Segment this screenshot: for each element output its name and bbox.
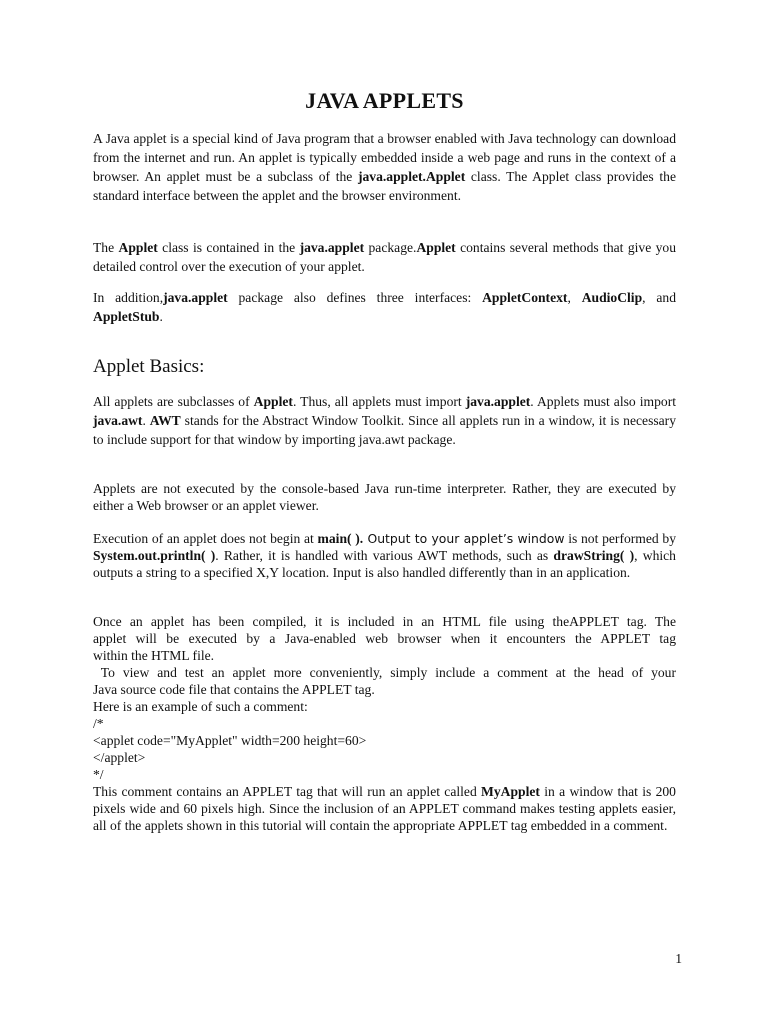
bold-term: AudioClip	[581, 290, 643, 305]
text-run: class is contained in the	[157, 240, 300, 255]
bold-term: java.applet	[299, 240, 365, 255]
code-line: */	[93, 767, 104, 782]
code-line: </applet>	[93, 750, 146, 765]
page-number: 1	[675, 951, 682, 966]
text-run: contains several methods that give you detailed control over the execution of your applet.	[93, 240, 676, 274]
text-run: In addition,	[93, 290, 164, 305]
text-run: .	[159, 309, 163, 324]
text-run: , and	[642, 290, 676, 305]
bold-term: AWT	[149, 413, 181, 428]
text-run: , which outputs a string to a specified X,Y location. Input is also handled differently than in an application.	[93, 548, 676, 580]
text-run: . Applets must also import	[530, 394, 676, 409]
code-line: /*	[93, 716, 104, 731]
bold-term: AppletStub	[93, 309, 160, 324]
intro-paragraph-3	[93, 288, 676, 326]
text-run: The	[93, 240, 119, 255]
document-page	[93, 0, 676, 1024]
text-line: Once an applet has been compiled, it is included in an HTML file using theAPPLET tag. The	[93, 614, 676, 629]
sans-text-run: Output to your applet’s window	[363, 531, 565, 546]
bold-term: java.applet	[465, 394, 531, 409]
basics-paragraph-2: Applets are not executed by the console-based Java run-time interpreter. Rather, they are executed by either a Web browser or an applet viewer.	[93, 481, 676, 513]
bold-term: MyApplet	[481, 784, 540, 799]
text-line: Java source code file that contains the APPLET tag.	[93, 682, 375, 697]
basics-paragraph-1	[93, 392, 676, 449]
text-run: All applets are subclasses of	[93, 394, 254, 409]
text-line: Here is an example of such a comment:	[93, 699, 308, 714]
page-title: JAVA APPLETS	[305, 88, 464, 113]
text-line: To view and test an applet more conveniently, simply include a comment at the head of your	[93, 665, 676, 680]
text-run: .	[142, 413, 150, 428]
text-run: stands for the Abstract Window Toolkit. Since all applets run in a window, it is necessary to include support for that window by importing java.awt package.	[93, 413, 677, 447]
text-run: class. The Applet class provides the standard interface between the applet and the browser environment.	[93, 169, 676, 203]
text-run: is not performed by	[564, 531, 677, 546]
text-run: package also defines three interfaces:	[227, 290, 483, 305]
basics-paragraph-3	[93, 530, 676, 581]
intro-paragraph-1	[93, 129, 676, 205]
intro-paragraph-2	[93, 238, 676, 276]
text-run: Execution of an applet does not begin at	[93, 531, 318, 546]
text-run: package.	[364, 240, 417, 255]
basics-paragraph-4	[93, 613, 676, 783]
basics-paragraph-5	[93, 783, 676, 834]
bold-term: java.applet	[163, 290, 228, 305]
bold-term: java.applet.Applet	[357, 169, 466, 184]
text-run: This comment contains an APPLET tag that will run an applet called	[93, 784, 482, 799]
text-line: applet will be executed by a Java-enabled web browser when it encounters the APPLET tag	[93, 631, 676, 646]
text-line: within the HTML file.	[93, 648, 215, 663]
section-heading: Applet Basics:	[93, 356, 205, 377]
bold-term: java.awt	[93, 413, 143, 428]
bold-term: AppletContext	[482, 290, 568, 305]
text-run: . Rather, it is handled with various AWT methods, such as	[215, 548, 554, 563]
text-run: . Thus, all applets must import	[292, 394, 466, 409]
text-run: A Java applet is a special kind of Java program that a browser enabled with Java technology can download from the internet and run. An applet is typically embedded inside a web page and runs in the context of a browser. An applet must be a subclass of the	[93, 131, 676, 184]
bold-term: drawString( )	[553, 548, 635, 563]
bold-term: Applet	[118, 240, 158, 255]
code-line: <applet code="MyApplet" width=200 height=60>	[93, 733, 367, 748]
bold-term: Applet	[416, 240, 456, 255]
text-run: in a window that is 200 pixels wide and 60 pixels high. Since the inclusion of an APPLET command makes testing applets easier, all of the applets shown in this tutorial will contain the appropriate APPLET tag embedded in a comment.	[93, 784, 676, 833]
bold-term: Applet	[253, 394, 293, 409]
bold-term: main( ).	[317, 531, 364, 546]
text-run: ,	[567, 290, 582, 305]
bold-term: System.out.println( )	[93, 548, 216, 563]
